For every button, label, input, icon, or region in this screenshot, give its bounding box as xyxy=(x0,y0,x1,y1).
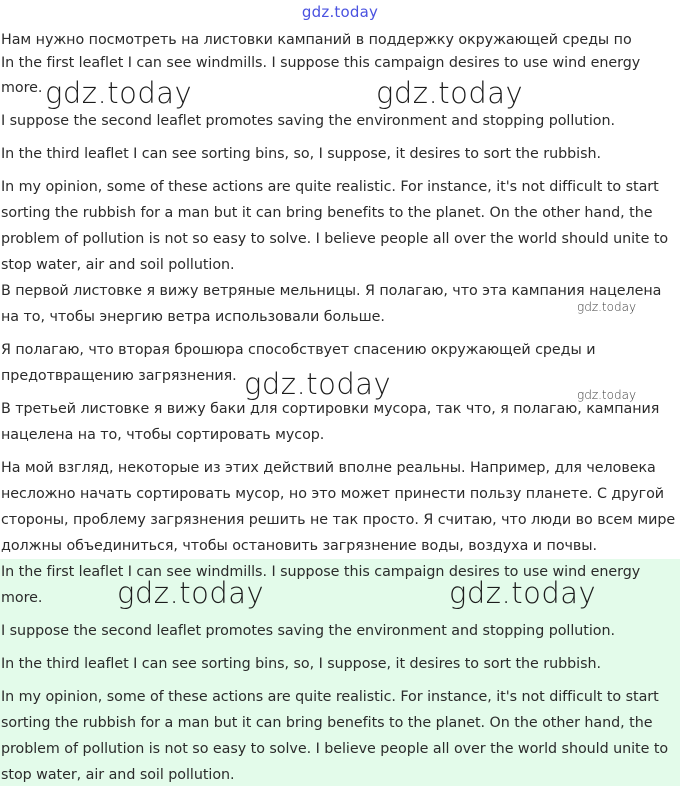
en-answer-opinion: In my opinion, some of these actions are quite realistic. For instance, it's not difficult to start sorting the rubbish for a man but it can bring benefits to the planet. On the other hand, the problem of pollution is not so easy to solve. I believe people all over the world should unite to stop water, air and soil pollution. xyxy=(1,689,669,783)
watermark-overlay: gdz.today xyxy=(376,76,524,110)
ru-paragraph-third-leaflet: В третьей листовке я вижу баки для сортировки мусора, так что, я полагаю, кампания нацелена на то, чтобы сортировать мусор. xyxy=(1,401,660,443)
en-paragraph-windmills: In the first leaflet I can see windmills. I suppose this campaign desires to use wind energy more. xyxy=(1,55,641,96)
en-paragraph-third-leaflet: In the third leaflet I can see sorting bins, so, I suppose, it desires to sort the rubbish. xyxy=(1,146,601,162)
ru-paragraph-opinion: На мой взгляд, некоторые из этих действий вполне реальны. Например, для человека несложно начать сортировать мусор, но это может принести пользу планете. С другой стороны, проблему загрязнения решить не так просто. Я считаю, что люди во всем мире должны объединиться, чтобы остановить загрязнение воды, воздуха и почвы. xyxy=(1,460,676,554)
en-paragraph-second-leaflet: I suppose the second leaflet promotes saving the environment and stopping pollution. xyxy=(1,113,615,129)
intro-line: Нам нужно посмотреть на листовки кампаний в поддержку окружающей среды по xyxy=(1,32,632,48)
watermark-overlay: gdz.today xyxy=(449,576,597,610)
ru-paragraph-windmills: В первой листовке я вижу ветряные мельницы. Я полагаю, что эта кампания нацелена на то, чтобы энергию ветра использовали больше. xyxy=(1,283,662,325)
watermark-overlay: gdz.today xyxy=(117,576,265,610)
en-answer-windmills: In the first leaflet I can see windmills. I suppose this campaign desires to use wind energy more. xyxy=(1,564,641,606)
document-body xyxy=(0,29,680,788)
ru-paragraph-second-leaflet: Я полагаю, что вторая брошюра способствует спасению окружающей среды и предотвращению загрязнения. xyxy=(1,342,596,384)
en-answer-third-leaflet: In the third leaflet I can see sorting bins, so, I suppose, it desires to sort the rubbish. xyxy=(1,656,601,672)
watermark-overlay: gdz.today xyxy=(45,76,193,110)
watermark-overlay: gdz.today xyxy=(577,300,637,314)
site-watermark-top: gdz.today xyxy=(301,3,379,21)
en-paragraph-opinion: In my opinion, some of these actions are quite realistic. For instance, it's not difficult to start sorting the rubbish for a man but it can bring benefits to the planet. On the other hand, the problem of pollution is not so easy to solve. I believe people all over the world should unite to stop water, air and soil pollution. xyxy=(1,179,669,273)
watermark-overlay: gdz.today xyxy=(577,388,637,402)
watermark-overlay: gdz.today xyxy=(244,367,392,401)
en-answer-second-leaflet: I suppose the second leaflet promotes saving the environment and stopping pollution. xyxy=(1,623,615,639)
